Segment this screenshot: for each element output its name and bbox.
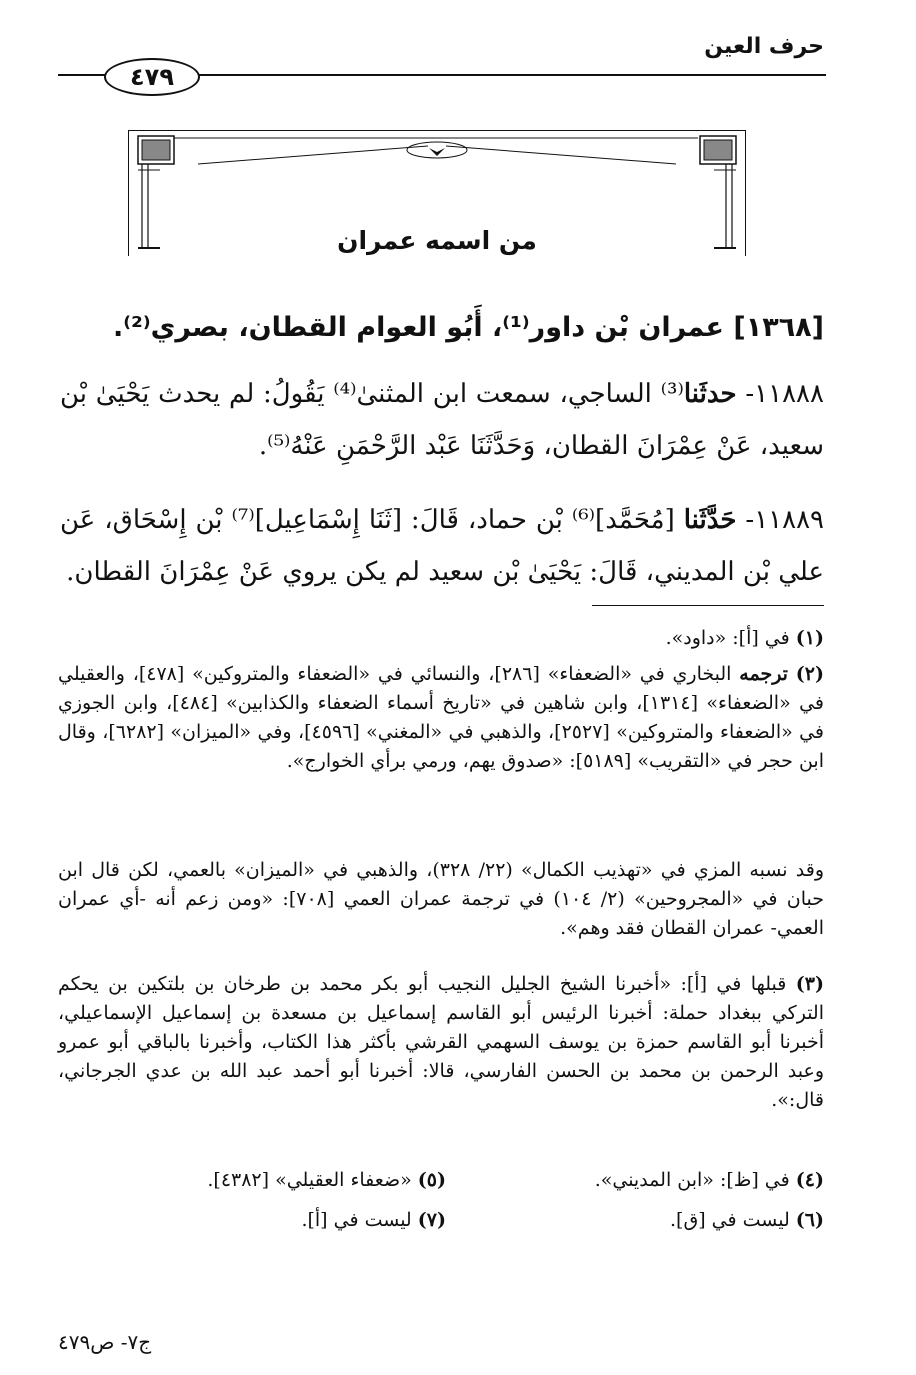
footnote-5 — [207, 1166, 446, 1195]
footnote-number: (٧) — [417, 1209, 446, 1231]
footnote-text: قبلها في [أ]: «أخبرنا الشيخ الجليل النجيب أبو بكر محمد بن طرخان بن بلتكين بن يحكم التركي ببغداد حملة: أخبرنا الرئيس أبو القاسم إسماعيل بن مسعدة بن إسماعيل الإسماعيلي، أخبرنا أبو القاسم حمزة بن يوسف السهمي القرشي بأكثر هذا الكتاب، وأخبرنا بالباقي أبو عمرو وعبد الرحمن بن محمد بن الحسن الفارسي، قالا: أخبرنا أبو أحمد عبد الله بن عدي الجرجاني، قال:». — [58, 973, 824, 1111]
footnote-number: (٥) — [417, 1169, 446, 1191]
hadith-lead-word: حَدَّثَنا — [683, 505, 737, 535]
footnote-6 — [670, 1206, 824, 1235]
footnote-7 — [301, 1206, 446, 1235]
hadith-text: ⁽³⁾ الساجي، سمعت ابن المثنىٰ⁽⁴⁾ يَقُولُ: لم يحدث يَحْيَىٰ بْن سعيد، عَنْ عِمْرَانَ القطان، وَحَدَّثَنَا عَبْد الرَّحْمَنِ عَنْهُ⁽⁵⁾. — [60, 379, 824, 461]
page-footer-reference: ج٧- ص٤٧٩ — [58, 1330, 152, 1354]
running-title: حرف العين — [704, 34, 824, 59]
page-number: ٤٧٩ — [104, 58, 200, 96]
hadith-lead-word: حدثَنا — [683, 379, 737, 409]
hadith-text: [مُحَمَّد]⁽⁶⁾ بْن حماد، قَالَ: [ثَنَا إِسْمَاعِيل]⁽⁷⁾ بْن إِسْحَاق، عَن علي بْن المديني، قَالَ: يَحْيَىٰ بْن سعيد لم يكن يروي عَنْ عِمْرَانَ القطان. — [60, 505, 824, 587]
footnote-3 — [58, 970, 824, 1115]
hadith-paragraph-1 — [60, 368, 824, 472]
footnote-2 — [58, 660, 824, 776]
footnote-number: (٤) — [795, 1169, 824, 1191]
footnote-lead-word: ترجمه — [739, 663, 788, 685]
footnote-number: (١) — [795, 627, 824, 649]
hadith-number: ١١٨٨٩- — [736, 505, 825, 535]
footnote-separator — [592, 605, 824, 606]
footnote-number: (٢) — [795, 663, 825, 685]
footnote-text: في [أ]: «داود». — [665, 627, 790, 649]
hadith-paragraph-2 — [60, 494, 824, 598]
footnote-4 — [595, 1166, 824, 1195]
footnote-2-continuation: وقد نسبه المزي في «تهذيب الكمال» (٢٢/ ٣٢٨)، والذهبي في «الميزان» بالعمي، لكن قال ابن حبان في «المجروحين» (٢/ ١٠٤) في ترجمة عمران العمي [٧٠٨]: «ومن زعم أنه -أي عمران العمي- عمران القطان فقد وهم». — [58, 859, 824, 939]
footnote-text: البخاري في «الضعفاء» [٢٨٦]، والنسائي في «الضعفاء والمتروكين» [٤٧٨]، والعقيلي في «الضعفاء» [١٣١٤]، وابن شاهين في «تاريخ أسماء الضعفاء والكذابين» [٤٨٤]، وابن الجوزي في «الضعفاء والمتروكين» [٢٥٢٧]، والذهبي في «المغني» [٤٥٩٦]، وفي «الميزان» [٦٢٨٢]، وقال ابن حجر في «التقريب» [٥١٨٩]: «صدوق يهم، ورمي برأي الخوارج». — [58, 663, 825, 772]
hadith-number: ١١٨٨٨- — [736, 379, 824, 409]
footnote-text: «ضعفاء العقيلي» [٤٣٨٢]. — [207, 1169, 412, 1191]
footnote-number: (٦) — [795, 1209, 824, 1231]
footnote-1 — [58, 624, 824, 653]
entry-heading: [١٣٦٨] عمران بْن داور⁽¹⁾، أَبُو العوام القطان، بصري⁽²⁾. — [112, 312, 824, 343]
footnote-text: ليست في [ق]. — [670, 1209, 790, 1231]
footnote-text: في [ظ]: «ابن المديني». — [594, 1169, 790, 1191]
chapter-frame — [128, 130, 746, 256]
footnote-number: (٣) — [795, 973, 824, 995]
footnote-text: ليست في [أ]. — [301, 1209, 412, 1231]
chapter-title: من اسمه عمران — [337, 226, 537, 255]
